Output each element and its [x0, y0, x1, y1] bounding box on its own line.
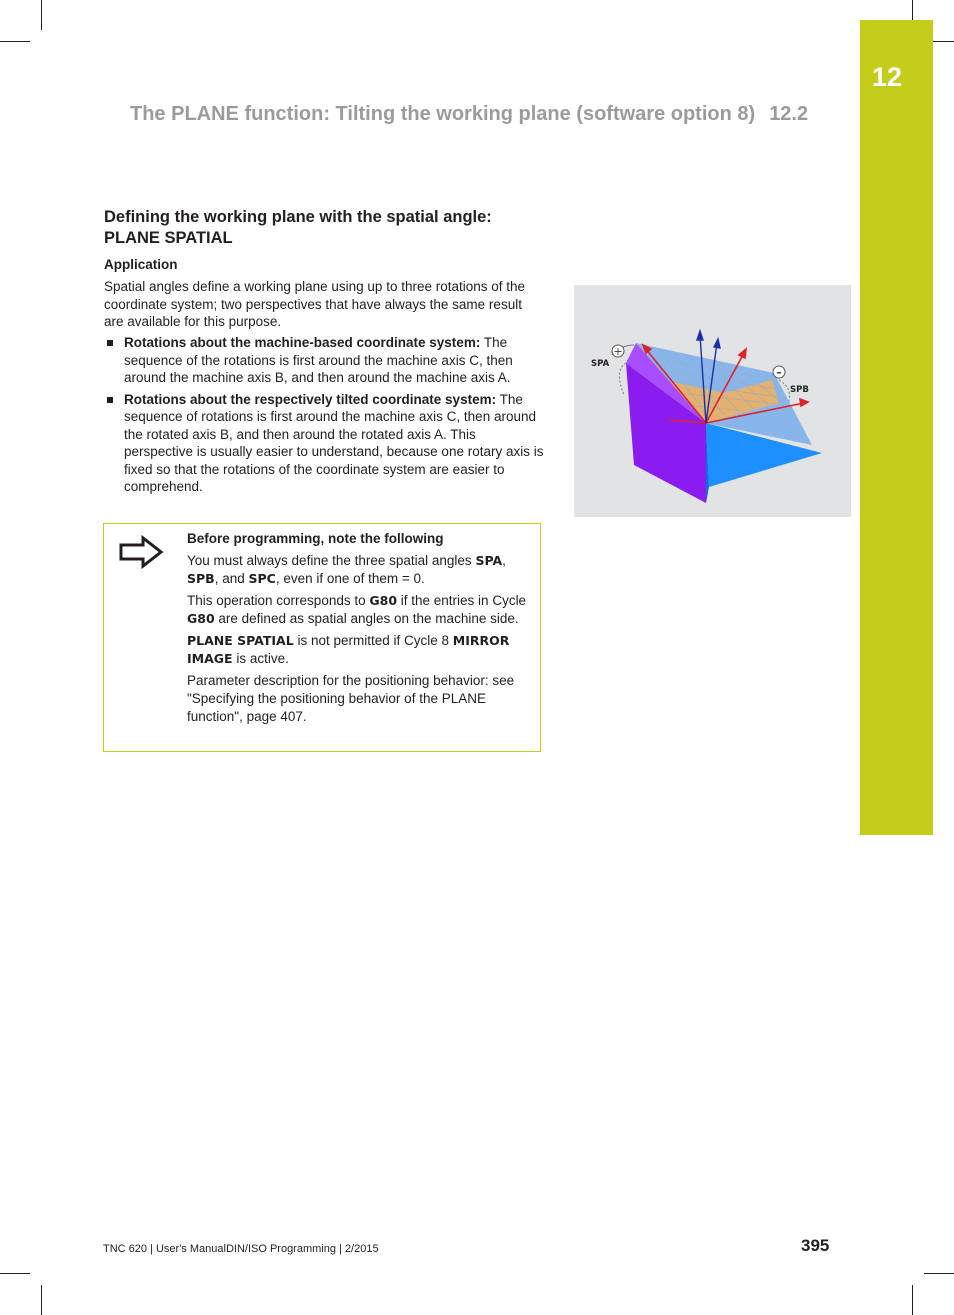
bullet-list [104, 334, 544, 500]
note-text: are defined as spatial angles on the machine side. [214, 611, 519, 626]
note-text: is not permitted if Cycle 8 [293, 633, 453, 648]
keyword-g80: G80 [187, 611, 215, 626]
running-head-title: The PLANE function: Tilting the working plane (software option 8) [130, 103, 756, 125]
list-item [104, 391, 544, 496]
bullet-text: The sequence of the rotations is first around the machine axis C, then around the machine axis B, and then around the machine axis A. [124, 335, 513, 385]
crop-mark [924, 1273, 954, 1274]
keyword-spb: SPB [187, 571, 215, 586]
running-head-section: 12.2 [769, 103, 809, 125]
intro-paragraph: Spatial angles define a working plane using up to three rotations of the coordinate system; two perspectives that have always the same result are available for this purpose. [104, 279, 526, 329]
subheading: Application [104, 257, 178, 272]
note-text: , even if one of them = 0. [275, 571, 425, 586]
bullet-label: Rotations about the machine-based coordinate system: [124, 335, 481, 350]
label-spa: SPA [591, 359, 610, 369]
bullet-text: The sequence of rotations is first around the machine axis C, then around the rotated axis B, and then around the rotated axis A. This perspective is usually easier to understand, because one rotary axis is fixed so that the rotations of the coordinate system are easier to comprehend. [124, 391, 544, 494]
note-text: , and [214, 571, 249, 586]
chapter-tab [860, 20, 933, 835]
keyword-spc: SPC [248, 571, 276, 586]
note-text: if the entries in Cycle [397, 593, 527, 608]
bullet-square-icon [107, 340, 113, 346]
keyword-spa: SPA [475, 553, 503, 568]
note-text: You must always define the three spatial angles [187, 553, 476, 568]
note-body [187, 530, 533, 730]
note-paragraph [187, 552, 533, 588]
note-title: Before programming, note the following [187, 531, 444, 546]
figure-drawing [574, 285, 851, 517]
note-paragraph [187, 592, 533, 628]
section-heading [104, 207, 554, 249]
bullet-square-icon [107, 397, 113, 403]
chapter-number: 12 [871, 62, 903, 92]
arrow-right-icon [118, 534, 164, 570]
crop-mark [0, 41, 30, 42]
crop-mark [41, 0, 42, 30]
keyword-mirror-image: MIRROR IMAGE [187, 633, 510, 666]
section-heading-line2: PLANE SPATIAL [104, 229, 233, 247]
running-head [130, 103, 832, 126]
note-text: , [502, 553, 506, 568]
keyword-g80: G80 [369, 593, 398, 608]
crop-mark [0, 1273, 30, 1274]
note-box [103, 523, 541, 752]
note-text: This operation corresponds to [187, 593, 370, 608]
keyword-plane-spatial: PLANE SPATIAL [187, 633, 294, 648]
crop-mark [41, 1285, 42, 1315]
note-paragraph: Parameter description for the positioning behavior: see "Specifying the positioning behavior of the PLANE function", page 407. [187, 673, 515, 724]
note-paragraph [187, 632, 533, 668]
section-heading-line1: Defining the working plane with the spatial angle: [104, 208, 492, 226]
footer-text: TNC 620 | User's ManualDIN/ISO Programming | 2/2015 [103, 1243, 379, 1255]
sign-plus: + [613, 345, 623, 358]
bullet-label: Rotations about the respectively tilted coordinate system: [124, 391, 497, 407]
note-text: is active. [232, 651, 289, 666]
crop-mark [912, 1285, 913, 1315]
label-spb: SPB [790, 385, 809, 395]
spatial-angle-figure [574, 285, 851, 517]
page-number: 395 [801, 1236, 830, 1255]
sign-minus: – [776, 366, 782, 379]
list-item [104, 334, 544, 387]
